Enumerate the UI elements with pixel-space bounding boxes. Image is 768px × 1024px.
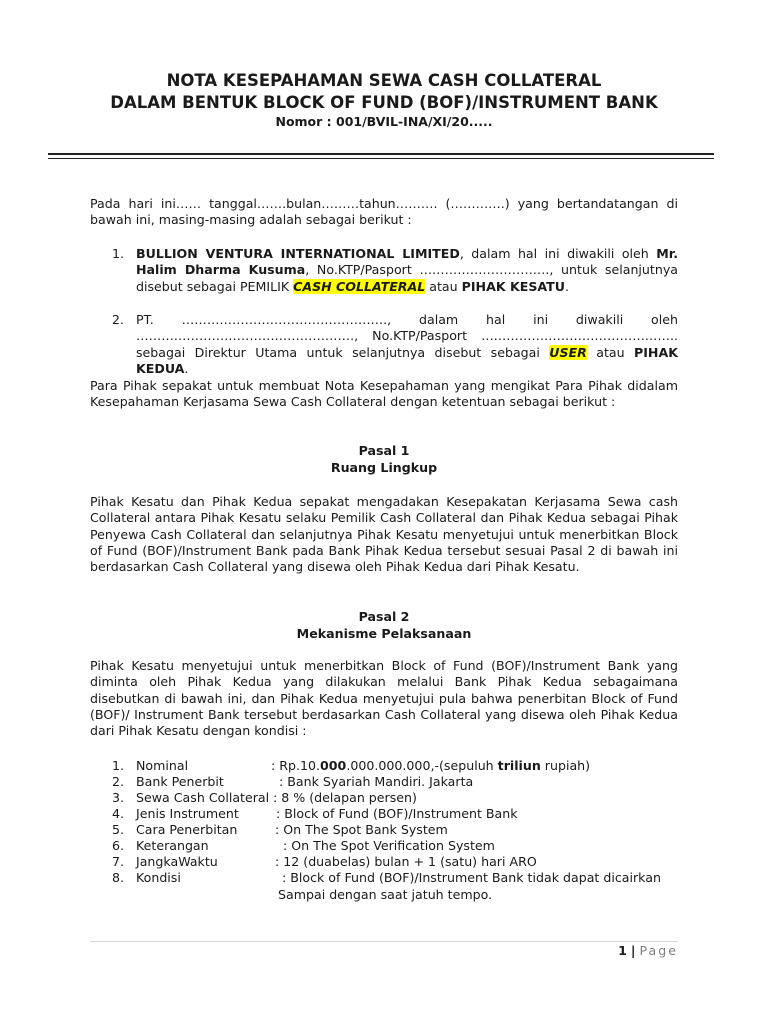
- party1-paragraph: [136, 246, 678, 295]
- condition-number: 1.: [112, 758, 125, 773]
- pasal2-subheading: Mekanisme Pelaksanaan: [296, 626, 472, 641]
- condition-value: : Bank Syariah Mandiri. Jakarta: [279, 774, 474, 789]
- condition-number: 3.: [112, 790, 125, 805]
- condition-number: 5.: [112, 822, 125, 837]
- party1-company: BULLION VENTURA INTERNATIONAL LIMITED: [136, 246, 460, 261]
- document-title-line2: DALAM BENTUK BLOCK OF FUND (BOF)/INSTRUMENT BANK: [110, 93, 658, 112]
- condition-key: Sewa Cash Collateral: [136, 790, 270, 805]
- party2-role: PIHAK KEDUA: [136, 344, 678, 376]
- condition-number: 8.: [112, 870, 125, 885]
- page-separator: |: [630, 943, 636, 958]
- party2-role-highlight: USER: [549, 344, 587, 360]
- condition-key: JangkaWaktu: [136, 854, 218, 869]
- footer-divider: [90, 941, 678, 942]
- party1-number: 1.: [112, 246, 125, 261]
- party2-text-a: PT. …………………………………………., dalam hal ini diwakili oleh ……………………………………………., No.KTP/Pasport ……………………………………….. sebagai Direktur Utama untuk selanjutnya disebut sebagai: [136, 312, 678, 360]
- page-number: 1: [618, 943, 627, 958]
- party1-text-c: atau: [425, 278, 462, 294]
- condition-value: : Block of Fund (BOF)/Instrument Bank tidak dapat dicairkan: [282, 870, 661, 885]
- document-title-line1: NOTA KESEPAHAMAN SEWA CASH COLLATERAL: [166, 71, 602, 90]
- party1-text-d: .: [565, 278, 570, 294]
- condition-item: [112, 790, 712, 806]
- party2-paragraph: [136, 312, 678, 377]
- condition-number: 4.: [112, 806, 125, 821]
- condition-item: [112, 806, 712, 822]
- agreement-paragraph: Para Pihak sepakat untuk membuat Nota Kesepahaman yang mengikat Para Pihak didalam Kesepahaman Kerjasama Sewa Cash Collateral dengan ketentuan sebagai berikut :: [90, 378, 678, 410]
- party2-text-b: atau: [586, 344, 635, 360]
- header-divider-thick: [48, 153, 714, 155]
- condition-item: [112, 822, 712, 838]
- page-footer: [618, 943, 678, 958]
- party1-role: PIHAK KESATU: [461, 278, 566, 294]
- pasal1-paragraph: Pihak Kesatu dan Pihak Kedua sepakat mengadakan Kesepakatan Kerjasama Sewa cash Collateral antara Pihak Kesatu selaku Pemilik Cash Collateral dan Pihak Kedua sebagai Pihak Penyewa Cash Collateral dan selanjutnya Pihak Kesatu menyetujui untuk menerbitkan Block of Fund (BOF)/Instrument Bank pada Bank Pihak Kedua tersebut sesuai Pasal 2 di bawah ini berdasarkan Cash Collateral yang disewa oleh Pihak Kedua dari Pihak Kesatu.: [90, 494, 678, 575]
- document-number: Nomor : 001/BVIL-INA/XI/20.....: [275, 114, 493, 129]
- condition-key: Jenis Instrument: [136, 806, 239, 821]
- party1-text-b: , No.KTP/Pasport …………………………., untuk selanjutnya disebut sebagai PEMILIK: [136, 262, 678, 294]
- condition-key: Nominal: [136, 758, 189, 773]
- condition-item: [112, 838, 712, 854]
- condition-number: 6.: [112, 838, 125, 853]
- pasal2-heading: Pasal 2: [358, 609, 410, 624]
- condition-value: : 12 (duabelas) bulan + 1 (satu) hari ARO: [275, 854, 537, 869]
- condition-key: Cara Penerbitan: [136, 822, 238, 837]
- party2-text-c: .: [184, 360, 189, 376]
- page-label: Page: [639, 943, 678, 958]
- condition-value: : 8 % (delapan persen): [273, 790, 417, 805]
- condition-key: Keterangan: [136, 838, 209, 853]
- condition-key: Kondisi: [136, 870, 181, 885]
- condition-item: [112, 870, 712, 904]
- pasal2-paragraph: Pihak Kesatu menyetujui untuk menerbitkan Block of Fund (BOF)/Instrument Bank yang diminta oleh Pihak Kedua yang dilakukan melalui Bank Pihak Kedua sebagaimana disebutkan di bawah ini, dan Pihak Kedua menyetujui pula bahwa penerbitan Block of Fund (BOF)/ Instrument Bank tersebut berdasarkan Cash Collateral yang disewa oleh Pihak Kedua dari Pihak Kesatu dengan kondisi :: [90, 658, 678, 739]
- condition-item: [112, 854, 712, 870]
- pasal1-heading: Pasal 1: [358, 443, 410, 458]
- condition-value: : Rp.10.000.000.000.000,-(sepuluh triliun rupiah): [271, 758, 591, 773]
- condition-value-continued: Sampai dengan saat jatuh tempo.: [278, 887, 493, 902]
- party1-representative: Mr. Halim Dharma Kusuma: [136, 246, 678, 278]
- condition-value: : On The Spot Verification System: [283, 838, 495, 853]
- condition-number: 7.: [112, 854, 125, 869]
- party1-text-a: , dalam hal ini diwakili oleh: [459, 246, 657, 261]
- intro-paragraph: Pada hari ini…… tanggal…….bulan………tahun………. (………….) yang bertandatangan di bawah ini, masing-masing adalah sebagai berikut :: [90, 196, 678, 228]
- condition-value: : Block of Fund (BOF)/Instrument Bank: [276, 806, 518, 821]
- condition-number: 2.: [112, 774, 125, 789]
- header-divider-thin: [48, 158, 714, 159]
- party1-role-highlight: CASH COLLATERAL: [293, 278, 426, 294]
- pasal1-subheading: Ruang Lingkup: [330, 460, 438, 475]
- condition-value: : On The Spot Bank System: [275, 822, 448, 837]
- condition-item: [112, 758, 712, 774]
- condition-key: Bank Penerbit: [136, 774, 224, 789]
- party2-number: 2.: [112, 312, 125, 327]
- condition-item: [112, 774, 712, 790]
